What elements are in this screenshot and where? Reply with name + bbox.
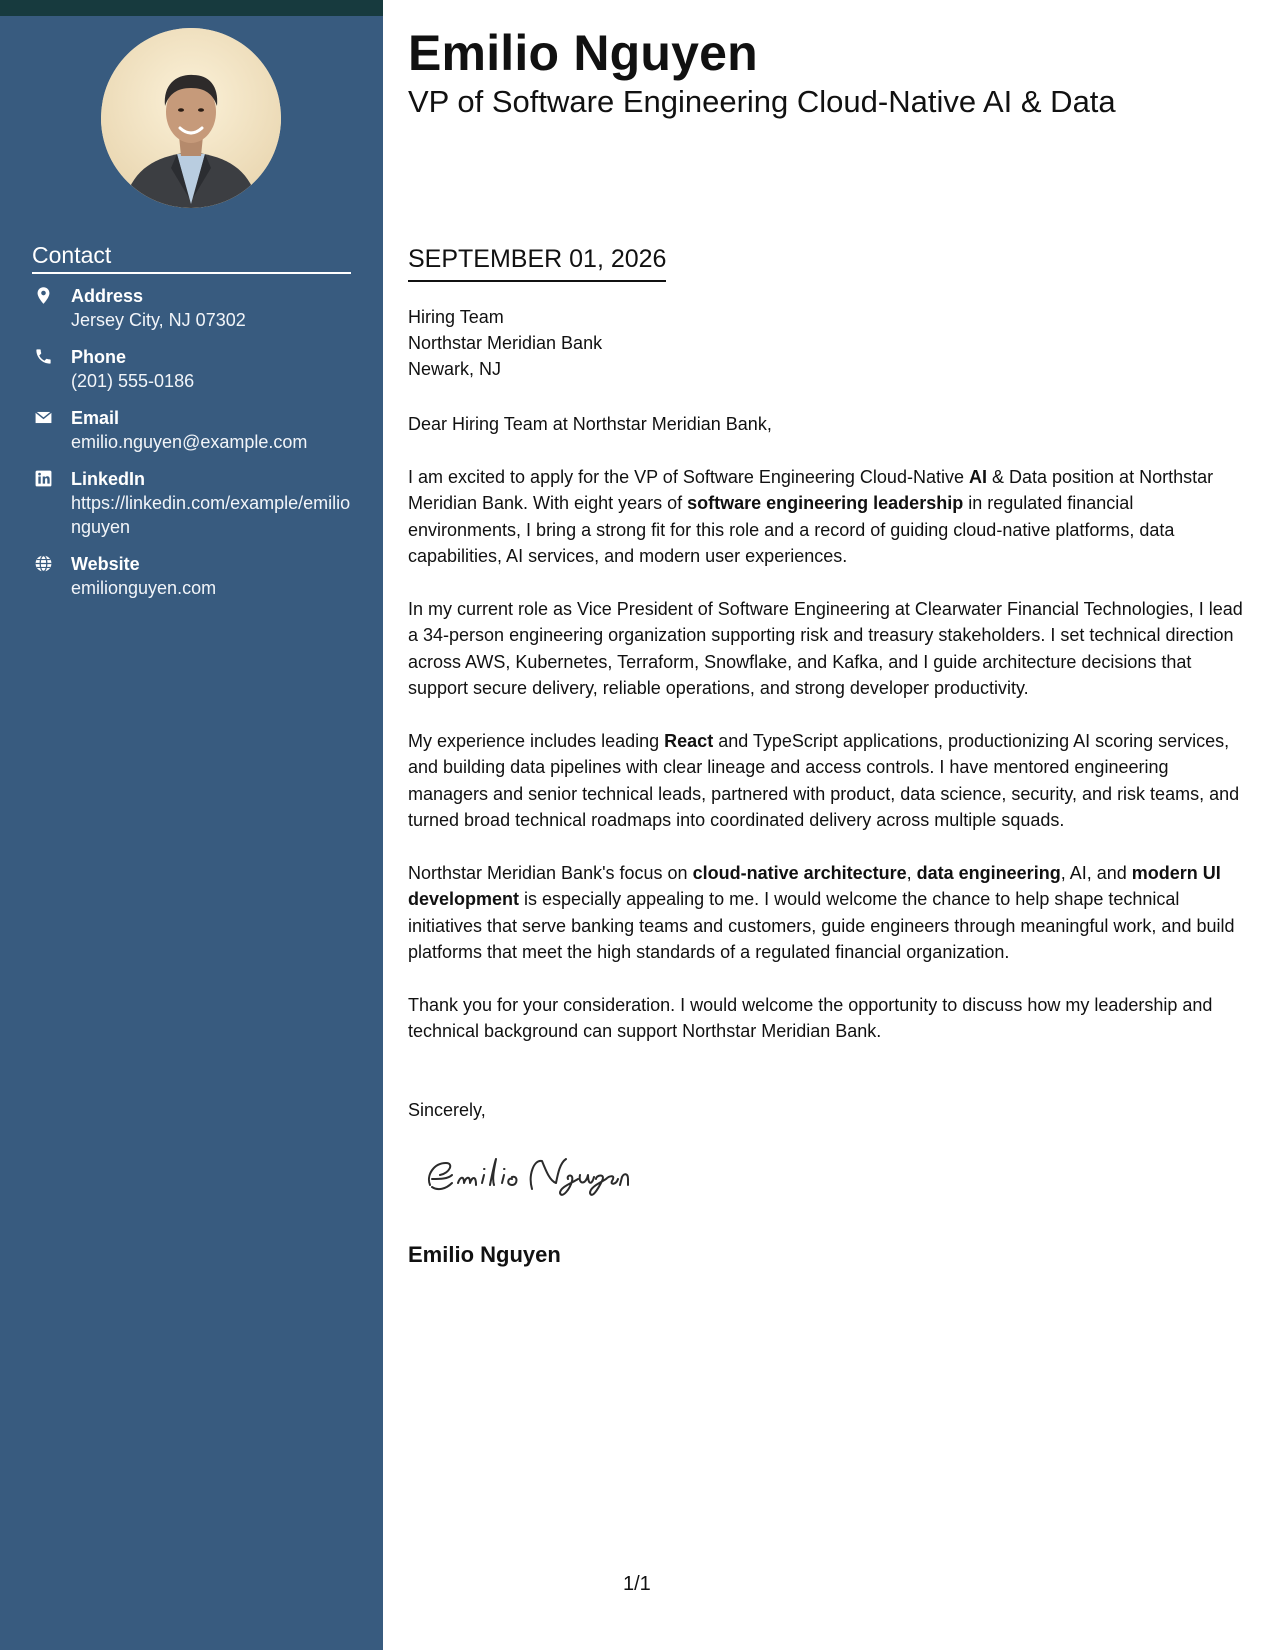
contact-label-phone: Phone <box>71 347 127 367</box>
contact-value-email[interactable]: emilio.nguyen@example.com <box>71 432 308 452</box>
contact-value-website[interactable]: emilionguyen.com <box>71 578 217 598</box>
recipient-line: Newark, NJ <box>408 359 502 379</box>
page-number: 1/1 <box>623 1573 651 1595</box>
profile-photo <box>101 28 281 208</box>
contact-label-address: Address <box>71 286 144 306</box>
closing: Sincerely, <box>408 1100 486 1120</box>
handwritten-signature <box>420 1145 660 1205</box>
paragraph-4: Northstar Meridian Bank's focus on cloud-native architecture, data engineering, AI, and modern UI development is especially appealing to me. I would welcome the chance to help shape technical initiatives that serve banking teams and customers, guide engineers through meaningful work, and build platforms that meet the high standards of a regulated financial organization. <box>408 862 1235 962</box>
contact-label-website: Website <box>71 554 140 574</box>
contact-item-address <box>32 284 352 332</box>
contact-value-address: Jersey City, NJ 07302 <box>71 310 246 330</box>
contact-item-website <box>32 552 352 600</box>
linkedin-icon <box>34 469 53 488</box>
map-pin-icon <box>34 286 53 305</box>
applicant-name: Emilio Nguyen <box>408 25 758 81</box>
contact-list <box>32 284 352 613</box>
contact-item-email <box>32 406 352 454</box>
letter-date: SEPTEMBER 01, 2026 <box>408 243 666 282</box>
contact-item-linkedin <box>32 467 352 539</box>
paragraph-3: My experience includes leading React and TypeScript applications, productionizing AI scoring services, and building data pipelines with clear lineage and access controls. I have mentored engineering managers and senior technical leads, partnered with product, data science, security, and risk teams, and turned broad technical roadmaps into coordinated delivery across multiple squads. <box>408 730 1240 830</box>
globe-icon <box>34 554 53 573</box>
contact-label-linkedin: LinkedIn <box>71 469 146 489</box>
envelope-icon <box>34 408 53 427</box>
salutation: Dear Hiring Team at Northstar Meridian Bank, <box>408 414 772 434</box>
paragraph-5: Thank you for your consideration. I would welcome the opportunity to discuss how my leadership and technical background can support Northstar Meridian Bank. <box>408 994 1213 1041</box>
phone-icon <box>34 347 53 366</box>
contact-item-phone <box>32 345 352 393</box>
paragraph-2: In my current role as Vice President of Software Engineering at Clearwater Financial Technologies, I lead a 34-person engineering organization supporting risk and treasury stakeholders. I set technical direction across AWS, Kubernetes, Terraform, Snowflake, and Kafka, and I guide architecture decisions that support secure delivery, reliable operations, and strong developer productivity. <box>408 598 1243 698</box>
applicant-headline: VP of Software Engineering Cloud-Native AI & Data <box>408 84 1116 119</box>
contact-label-email: Email <box>71 408 120 428</box>
paragraph-1: I am excited to apply for the VP of Software Engineering Cloud-Native AI & Data position at Northstar Meridian Bank. With eight years of software engineering leadership in regulated financial environments, I bring a strong fit for this role and a record of guiding cloud-native platforms, data capabilities, AI services, and modern user experiences. <box>408 466 1214 566</box>
signer-name: Emilio Nguyen <box>408 1242 561 1267</box>
sidebar-top-accent-bar <box>0 0 383 16</box>
sidebar <box>0 0 383 1650</box>
letter-body <box>408 411 1248 1071</box>
recipient-block <box>408 304 602 382</box>
recipient-line: Northstar Meridian Bank <box>408 333 603 353</box>
contact-heading: Contact <box>32 240 351 274</box>
contact-value-phone[interactable]: (201) 555-0186 <box>71 371 195 391</box>
recipient-line: Hiring Team <box>408 307 504 327</box>
contact-value-linkedin[interactable]: https://linkedin.com/example/emilionguyen <box>71 493 351 537</box>
